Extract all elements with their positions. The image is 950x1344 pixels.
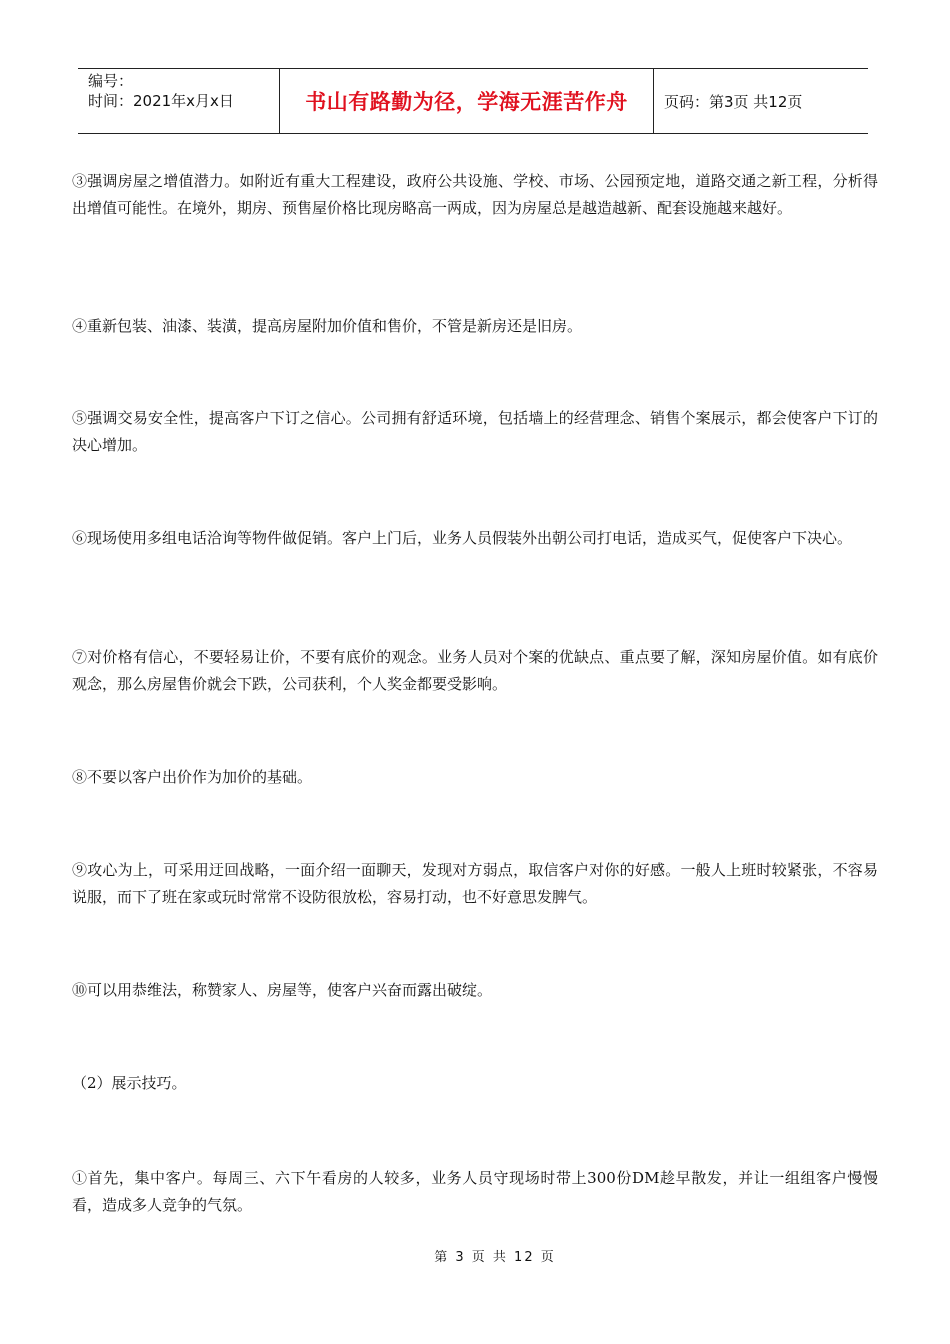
- number-label: 编号：: [88, 72, 134, 90]
- paragraph-1: ①首先，集中客户。每周三、六下午看房的人较多，业务人员守现场时带上300份DM趁早散发，并让一组组客户慢慢看，造成多人竞争的气氛。: [72, 1169, 878, 1214]
- paragraph-9: ⑨攻心为上，可采用迂回战略，一面介绍一面聊天，发现对方弱点，取信客户对你的好感。一般人上班时较紧张，不容易说服，而下了班在家或玩时常常不设防很放松，容易打动，也不好意思发脾气。: [72, 861, 878, 906]
- header-motto: 书山有路勤为径，学海无涯苦作舟: [280, 69, 654, 133]
- time-label: 时间：2021年x月x日: [88, 92, 234, 110]
- header-page-label: 页码：第3页 共12页: [664, 92, 803, 111]
- section-heading: （2）展示技巧。: [72, 1074, 187, 1092]
- paragraph-6: ⑥现场使用多组电话洽询等物件做促销。客户上门后，业务人员假装外出朝公司打电话，造成买气，促使客户下决心。: [72, 529, 853, 547]
- page-header: [78, 68, 868, 134]
- paragraph-8: ⑧不要以客户出价作为加价的基础。: [72, 768, 313, 786]
- paragraph-4: ④重新包装、油漆、装潢，提高房屋附加价值和售价，不管是新房还是旧房。: [72, 317, 583, 335]
- page-footer: 第 3 页 共 12 页: [434, 1250, 556, 1265]
- header-meta: [78, 69, 280, 133]
- paragraph-3: ③强调房屋之增值潜力。如附近有重大工程建设，政府公共设施、学校、市场、公园预定地，道路交通之新工程，分析得出增值可能性。在境外，期房、预售屋价格比现房略高一两成，因为房屋总是越造越新、配套设施越来越好。: [72, 172, 878, 217]
- paragraph-10: ⑩可以用恭维法，称赞家人、房屋等，使客户兴奋而露出破绽。: [72, 981, 493, 999]
- paragraph-7: ⑦对价格有信心，不要轻易让价，不要有底价的观念。业务人员对个案的优缺点、重点要了解，深知房屋价值。如有底价观念，那么房屋售价就会下跌，公司获利，个人奖金都要受影响。: [72, 648, 878, 693]
- paragraph-5: ⑤强调交易安全性，提高客户下订之信心。公司拥有舒适环境，包括墙上的经营理念、销售个案展示，都会使客户下订的决心增加。: [72, 409, 878, 454]
